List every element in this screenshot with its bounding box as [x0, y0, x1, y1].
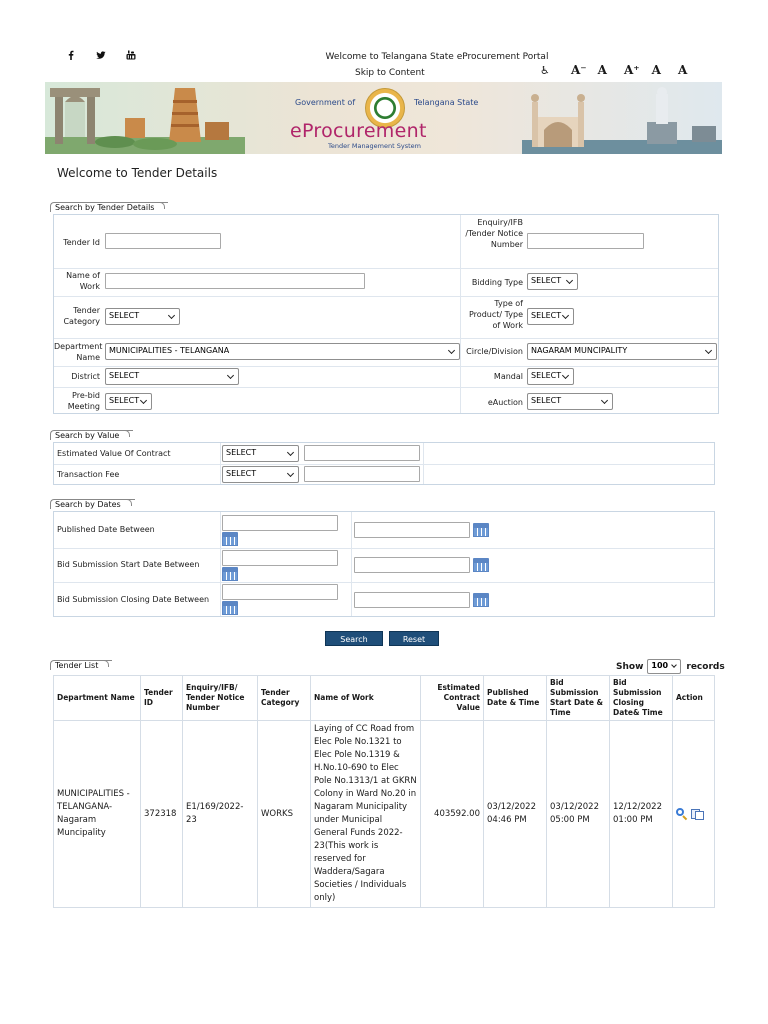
- enquiry-number-input[interactable]: [527, 233, 644, 249]
- category-cell: WORKS: [258, 721, 311, 908]
- records-label: records: [686, 661, 725, 672]
- name-of-work-label: Name of Work: [66, 271, 100, 291]
- font-decrease-button[interactable]: A⁻: [571, 63, 587, 77]
- circle-division-select[interactable]: NAGARAM MUNCIPALITY: [527, 343, 717, 360]
- font-increase-button[interactable]: A⁺: [623, 63, 640, 77]
- published-cell: 03/12/2022 04:46 PM: [484, 721, 547, 908]
- transaction-fee-select[interactable]: SELECT: [222, 466, 299, 483]
- column-header[interactable]: Estimated Contract Value: [421, 676, 484, 721]
- calendar-icon[interactable]: [222, 567, 238, 581]
- action-cell: [673, 721, 715, 908]
- column-header[interactable]: Published Date & Time: [484, 676, 547, 721]
- tender-id-label: Tender Id: [63, 238, 100, 247]
- column-header[interactable]: Name of Work: [311, 676, 421, 721]
- bidding-type-select[interactable]: SELECT: [527, 273, 578, 290]
- value-search-panel: [53, 442, 715, 485]
- font-normal-button[interactable]: A: [597, 63, 607, 77]
- eauction-label: eAuction: [487, 398, 523, 407]
- heritage-arch-image: [45, 82, 245, 154]
- bid-start-to-input[interactable]: [354, 557, 470, 573]
- column-header[interactable]: Department Name: [54, 676, 141, 721]
- column-header: Action: [673, 676, 715, 721]
- estimated-value-select[interactable]: SELECT: [222, 445, 299, 462]
- tender-id-cell: 372318: [141, 721, 183, 908]
- records-per-page: [616, 659, 725, 674]
- district-select[interactable]: SELECT: [105, 368, 239, 385]
- prebid-meeting-label: Pre-bid Meeting: [67, 391, 100, 411]
- table-row: [54, 721, 715, 908]
- page-title: Welcome to Tender Details: [57, 166, 218, 180]
- transaction-fee-label: Transaction Fee: [57, 470, 120, 479]
- accessibility-icon[interactable]: ♿: [540, 63, 550, 77]
- value-cell: 403592.00: [421, 721, 484, 908]
- bid-start-date-label: Bid Submission Start Date Between: [57, 560, 200, 569]
- table-header-row: [54, 676, 715, 721]
- charminar-buddha-image: [522, 82, 722, 154]
- product-type-select[interactable]: SELECT: [527, 308, 574, 325]
- bid-close-date-label: Bid Submission Closing Date Between: [57, 595, 210, 604]
- department-select[interactable]: MUNICIPALITIES - TELANGANA: [105, 343, 460, 360]
- bid-start-from-input[interactable]: [222, 550, 338, 566]
- bid-close-to-input[interactable]: [354, 592, 470, 608]
- enquiry-cell: E1/169/2022-23: [183, 721, 258, 908]
- bid-start-cell: 03/12/2022 05:00 PM: [547, 721, 610, 908]
- column-header[interactable]: Tender ID: [141, 676, 183, 721]
- prebid-meeting-select[interactable]: SELECT: [105, 393, 152, 410]
- calendar-icon[interactable]: [473, 593, 489, 607]
- show-label: Show: [616, 661, 644, 672]
- skip-to-content-link[interactable]: Skip to Content: [355, 68, 425, 78]
- name-of-work-input[interactable]: [105, 273, 365, 289]
- tender-category-label: Tender Category: [63, 306, 100, 326]
- eauction-select[interactable]: SELECT: [527, 393, 613, 410]
- published-from-input[interactable]: [222, 515, 338, 531]
- calendar-icon[interactable]: [222, 532, 238, 546]
- contrast-high-button[interactable]: A: [677, 63, 688, 77]
- published-to-input[interactable]: [354, 522, 470, 538]
- tender-id-input[interactable]: [105, 233, 221, 249]
- calendar-icon[interactable]: [473, 523, 489, 537]
- search-button[interactable]: Search: [325, 631, 383, 646]
- district-label: District: [71, 372, 100, 381]
- work-cell: Laying of CC Road from Elec Pole No.1321 to Elec Pole No.1319 & H.No.10-690 to Elec Pole No.1313/1 at GKRN Colony in Ward No.20 in Nagaram Municipality under Municipal General Funds 2022-23(This work is reserved for Waddera/Sagara Societies / Individuals only): [311, 721, 421, 908]
- banner-title: eProcurement: [290, 120, 427, 142]
- accessibility-controls: [540, 63, 687, 77]
- estimated-value-label: Estimated Value Of Contract: [57, 449, 171, 458]
- published-date-label: Published Date Between: [57, 525, 155, 534]
- department-label: Department Name: [54, 342, 103, 362]
- mandal-select[interactable]: SELECT: [527, 368, 574, 385]
- department-cell: MUNICIPALITIES - TELANGANA- Nagaram Muncipality: [54, 721, 141, 908]
- enquiry-number-label: Enquiry/IFB /Tender Notice Number: [465, 218, 523, 249]
- product-type-label: Type of Product/ Type of Work: [469, 299, 523, 330]
- download-document-icon[interactable]: [691, 808, 704, 820]
- dates-search-legend: Search by Dates: [50, 499, 135, 509]
- circle-division-label: Circle/Division: [466, 347, 523, 356]
- value-search-legend: Search by Value: [50, 430, 133, 440]
- tender-details-legend: Search by Tender Details: [50, 202, 168, 212]
- transaction-fee-input[interactable]: [304, 466, 420, 482]
- column-header[interactable]: Bid Submission Closing Date& Time: [610, 676, 673, 721]
- calendar-icon[interactable]: [222, 601, 238, 615]
- bidding-type-label: Bidding Type: [471, 278, 523, 287]
- view-details-icon[interactable]: [676, 808, 688, 820]
- calendar-icon[interactable]: [473, 558, 489, 572]
- reset-button[interactable]: Reset: [389, 631, 439, 646]
- tender-list-table: [53, 675, 715, 908]
- dates-search-panel: [53, 511, 715, 617]
- bid-close-cell: 12/12/2022 01:00 PM: [610, 721, 673, 908]
- column-header[interactable]: Bid Submission Start Date & Time: [547, 676, 610, 721]
- tender-list-legend: Tender List: [50, 660, 112, 670]
- bid-close-from-input[interactable]: [222, 584, 338, 600]
- tender-category-select[interactable]: SELECT: [105, 308, 180, 325]
- tender-details-panel: [53, 214, 719, 414]
- column-header[interactable]: Enquiry/IFB/ Tender Notice Number: [183, 676, 258, 721]
- records-per-page-select[interactable]: 100: [647, 659, 681, 674]
- banner-subtitle: Tender Management System: [328, 142, 421, 150]
- column-header[interactable]: Tender Category: [258, 676, 311, 721]
- banner-government-text: Government of: [295, 98, 356, 107]
- portal-banner: [45, 82, 722, 154]
- portal-welcome-text: Welcome to Telangana State eProcurement Portal: [325, 52, 549, 62]
- estimated-value-input[interactable]: [304, 445, 420, 461]
- banner-state-text: Telangana State: [414, 98, 479, 107]
- mandal-label: Mandal: [493, 372, 523, 381]
- contrast-normal-button[interactable]: A: [651, 63, 661, 77]
